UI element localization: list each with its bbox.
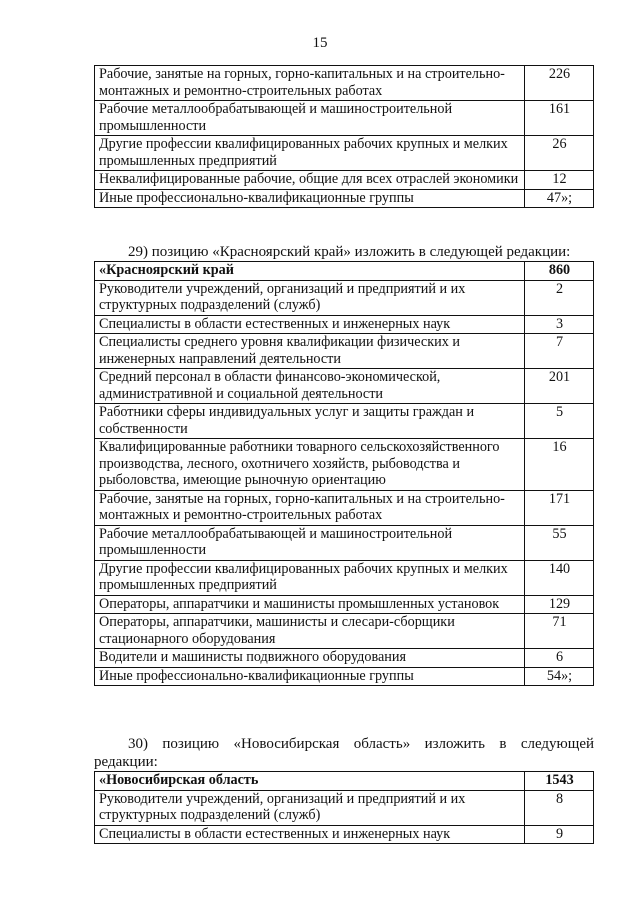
row-label: Операторы, аппаратчики, машинисты и слесари-сборщики стационарного оборудования [95,614,525,649]
paragraph-30: 30) позицию «Новосибирская область» изложить в следующей редакции: [94,736,594,770]
row-label: Рабочие металлообрабатывающей и машиностроительной промышленности [95,101,525,136]
row-label: Иные профессионально-квалификационные группы [95,667,525,686]
table-krasnoyarsk [94,261,594,686]
row-value: 2 [525,280,594,315]
table-row [95,189,594,208]
table-row [95,315,594,334]
row-value: 47»; [525,189,594,208]
row-value: 26 [525,136,594,171]
row-value: 3 [525,315,594,334]
row-label: Руководители учреждений, организаций и предприятий и их структурных подразделений (служб) [95,790,525,825]
row-label: Работники сферы индивидуальных услуг и защиты граждан и собственности [95,404,525,439]
row-label: Средний персонал в области финансово-экономической, административной и социальной деятельности [95,369,525,404]
row-value: 226 [525,66,594,101]
table-row [95,667,594,686]
row-label: Другие профессии квалифицированных рабочих крупных и мелких промышленных предприятий [95,560,525,595]
row-label: Специалисты в области естественных и инженерных наук [95,315,525,334]
row-value: 71 [525,614,594,649]
row-value: 129 [525,595,594,614]
row-label: Иные профессионально-квалификационные группы [95,189,525,208]
row-label: Неквалифицированные рабочие, общие для всех отраслей экономики [95,171,525,190]
row-value: 12 [525,171,594,190]
table-row [95,825,594,844]
table-row [95,136,594,171]
row-value: 54»; [525,667,594,686]
region-total: 1543 [525,772,594,791]
region-total: 860 [525,262,594,281]
row-label: Другие профессии квалифицированных рабочих крупных и мелких промышленных предприятий [95,136,525,171]
row-label: Специалисты в области естественных и инженерных наук [95,825,525,844]
row-label: Рабочие металлообрабатывающей и машиностроительной промышленности [95,525,525,560]
table-row [95,280,594,315]
table-row [95,595,594,614]
row-value: 9 [525,825,594,844]
table-row [95,404,594,439]
table-row [95,171,594,190]
page-number: 15 [312,35,328,51]
table-row [95,369,594,404]
row-value: 8 [525,790,594,825]
table-novosibirsk [94,771,594,844]
table-row [95,649,594,668]
row-value: 140 [525,560,594,595]
row-label: Специалисты среднего уровня квалификации физических и инженерных направлений деятельности [95,334,525,369]
row-label: Водители и машинисты подвижного оборудования [95,649,525,668]
row-label: Квалифицированные работники товарного сельскохозяйственного производства, лесного, охотничего хозяйств, рыбоводства и рыболовства, имеющие рыночную ориентацию [95,439,525,491]
row-label: Рабочие, занятые на горных, горно-капитальных и на строительно-монтажных и ремонтно-строительных работах [95,66,525,101]
table-row [95,101,594,136]
row-label: Руководители учреждений, организаций и предприятий и их структурных подразделений (служб) [95,280,525,315]
row-value: 7 [525,334,594,369]
row-label: Рабочие, занятые на горных, горно-капитальных и на строительно-монтажных и ремонтно-строительных работах [95,490,525,525]
table-row [95,66,594,101]
table-row [95,790,594,825]
row-value: 16 [525,439,594,491]
paragraph-29: 29) позицию «Красноярский край» изложить в следующей редакции: [128,244,571,260]
row-label: Операторы, аппаратчики и машинисты промышленных установок [95,595,525,614]
table-row [95,490,594,525]
row-value: 201 [525,369,594,404]
table-row [95,439,594,491]
table-header-row [95,772,594,791]
region-name: «Красноярский край [95,262,525,281]
row-value: 161 [525,101,594,136]
row-value: 171 [525,490,594,525]
row-value: 55 [525,525,594,560]
table-row [95,334,594,369]
region-name: «Новосибирская область [95,772,525,791]
row-value: 6 [525,649,594,668]
table-header-row [95,262,594,281]
table-continued [94,65,594,208]
table-row [95,560,594,595]
row-value: 5 [525,404,594,439]
table-row [95,614,594,649]
table-row [95,525,594,560]
